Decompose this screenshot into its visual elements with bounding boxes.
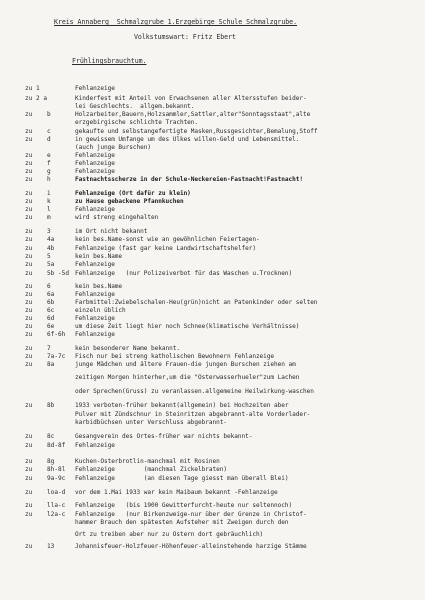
entry-text: Fastnachtsscherze in der Schule-Neckereien-Fastnacht!Fastnacht! xyxy=(75,176,303,183)
entry-code: zu lla-c xyxy=(25,502,66,509)
entry-code: zu 7 xyxy=(25,345,51,352)
entry-text: zeitigen Morgen hinterher,um die "Osterwasserhueler"zum Lachen xyxy=(75,374,300,381)
entry-text: 1933 verboten-früher bekannt(allgemein) bei Hochzeiten aber xyxy=(75,402,289,409)
entry-text: vor dem 1.Mai 1933 war kein Maibaum bekannt -Fehlanzeige xyxy=(75,489,278,496)
entry-code: zu loa-d xyxy=(25,489,66,496)
entry-code: zu 4a xyxy=(25,236,55,243)
entry-text: um diese Zeit liegt hier noch Schnee(klimatische Verhältnisse) xyxy=(75,323,300,330)
entry-text: Fehlanzeige xyxy=(75,261,115,268)
entry-text: Ort zu treiben aber nur zu Ostern dort gebräuchlich) xyxy=(75,531,264,538)
entry-code: zu m xyxy=(25,214,51,221)
entry-code: zu 6d xyxy=(25,315,55,322)
entry-code: zu 6e xyxy=(25,323,55,330)
entry-code: zu l2a-c xyxy=(25,511,66,518)
entry-text: Kinderfest mit Anteil von Erwachsenen aller Altersstufen beider- xyxy=(75,95,307,102)
entry-text: im Ort nicht bekannt xyxy=(75,228,148,235)
entry-text: kein bes.Name xyxy=(75,253,123,260)
entry-code: zu 8a xyxy=(25,361,55,368)
entry-text: Fehlanzeige xyxy=(75,315,115,322)
section-heading: Frühlingsbrauchtum. xyxy=(72,57,147,65)
entry-text: Fehlanzeige (nur Birkenzweige-nur über der Grenze in Christof- xyxy=(75,511,307,518)
entry-text: in gewissem Umfange um des Ulkes willen-Geld und Lebensmittel. xyxy=(75,136,300,143)
entry-text: Fehlanzeige (bis 1900 Gewitterfurcht-heute nur seltennoch) xyxy=(75,502,293,509)
entry-text: gekaufte und selbstangefertigte Masken,Russgesichter,Bemalung,Stoff xyxy=(75,128,318,135)
entry-code: zu 6f-6h xyxy=(25,331,66,338)
entry-text: junge Mädchen und ältere Frauen-die jungen Burschen ziehen am xyxy=(75,361,296,368)
document-title: Kreis Annaberg Schmalzgrube 1.Erzgebirge Schule Schmalzgrube. xyxy=(54,18,298,26)
entry-text: hammer Brauch den spätesten Aufsteher mit Zweigen durch den xyxy=(75,519,289,526)
entry-code: zu 8h-8l xyxy=(25,466,66,473)
entry-code: zu e xyxy=(25,152,51,159)
entry-code: zu 1 xyxy=(25,85,40,92)
entry-code: zu h xyxy=(25,176,51,183)
entry-text: Fehlanzeige xyxy=(75,442,115,449)
entry-code: zu 5 xyxy=(25,253,51,260)
entry-code: zu k xyxy=(25,198,51,205)
entry-text: erzgebirgische schlichte Trachten. xyxy=(75,119,199,126)
entry-text: (auch junge Burschen) xyxy=(75,144,151,151)
entry-text: Holzarbeiter,Bauern,Holzsammler,Sattler,alter"Sonntagsstaat",alte xyxy=(75,111,311,118)
entry-code: zu 2 a xyxy=(25,95,48,102)
entry-code: zu 8b xyxy=(25,402,55,409)
entry-code: zu 8c xyxy=(25,433,55,440)
entry-code: zu 3 xyxy=(25,228,51,235)
entry-text: Fehlanzeige xyxy=(75,85,115,92)
entry-text: Kuchen-Osterbrotlin-manchmal mit Rosinen xyxy=(75,458,220,465)
entry-code: zu 7a-7c xyxy=(25,353,66,360)
entry-code: zu 5a xyxy=(25,261,55,268)
document-subtitle: Volkstumswart: Fritz Ebert xyxy=(134,33,236,41)
entry-text: Fehlanzeige xyxy=(75,291,115,298)
entry-code: zu 6a xyxy=(25,291,55,298)
entry-code: zu 6b xyxy=(25,299,55,306)
entry-text: Johannisfeuer-Holzfeuer-Höhenfeuer-alleinstehende harzige Stämme xyxy=(75,543,307,550)
entry-code: zu 5b -5d xyxy=(25,270,70,277)
entry-text: Gesangverein des Ortes-früher war nichts bekannt- xyxy=(75,433,253,440)
entry-text: Pulver mit Zündschnur in Steinritzen abgebrannt-alte Vorderlader- xyxy=(75,411,311,418)
entry-code: zu i xyxy=(25,190,51,197)
entry-code: zu 9a-9c xyxy=(25,475,66,482)
entry-text: karbidbüchsen unter Verschluss abgebrannt- xyxy=(75,419,227,426)
entry-text: lei Geschlechts. allgem.bekannt. xyxy=(75,103,195,110)
entry-code: zu f xyxy=(25,160,51,167)
entry-text: Fehlanzeige (fast gar keine Landwirtschaftshelfer) xyxy=(75,245,256,252)
entry-code: zu 8g xyxy=(25,458,55,465)
entry-text: Fehlanzeige xyxy=(75,160,115,167)
entry-text: Farbmittel:Zwiebelschalen-Heu(grün)nicht an Patenkinder oder selten xyxy=(75,299,318,306)
entry-text: Fehlanzeige xyxy=(75,168,115,175)
entry-code: zu l xyxy=(25,206,51,213)
entry-text: zu Hause gebackene Pfannkuchen xyxy=(75,198,184,205)
entry-text: Fisch nur bei streng katholischen Bewohnern Fehlanzeige xyxy=(75,353,275,360)
entry-text: Fehlanzeige (nur Polizeiverbot für das Waschen u.Trocknen) xyxy=(75,270,293,277)
entry-text: kein besonderer Name bekannt. xyxy=(75,345,180,352)
entry-code: zu g xyxy=(25,168,51,175)
entry-code: zu b xyxy=(25,111,51,118)
entry-text: kein bes.Name xyxy=(75,283,123,290)
entry-text: Fehlanzeige xyxy=(75,206,115,213)
entry-code: zu c xyxy=(25,128,51,135)
entry-code: zu 6 xyxy=(25,283,51,290)
entry-code: zu 13 xyxy=(25,543,55,550)
entry-text: Fehlanzeige xyxy=(75,152,115,159)
entry-code: zu d xyxy=(25,136,51,143)
entry-text: Fehlanzeige (Ort dafür zu klein) xyxy=(75,190,191,197)
entry-text: kein bes.Name-sonst wie an gewöhnlichen Feiertagen- xyxy=(75,236,260,243)
entry-text: Fehlanzeige (an diesen Tage giesst man überall Blei) xyxy=(75,475,289,482)
entry-text: Fehlanzeige xyxy=(75,331,115,338)
entry-text: einzeln üblich xyxy=(75,307,126,314)
entry-code: zu 4b xyxy=(25,245,55,252)
entry-code: zu 8d-8f xyxy=(25,442,66,449)
entry-text: oder Sprechen(Gruss) zu veranlassen.allgemeine Heilwirkung-waschen xyxy=(75,388,314,395)
entry-text: Fehlanzeige (manchmal Zickelbraten) xyxy=(75,466,227,473)
entry-code: zu 6c xyxy=(25,307,55,314)
entry-text: wird streng eingehalten xyxy=(75,214,159,221)
